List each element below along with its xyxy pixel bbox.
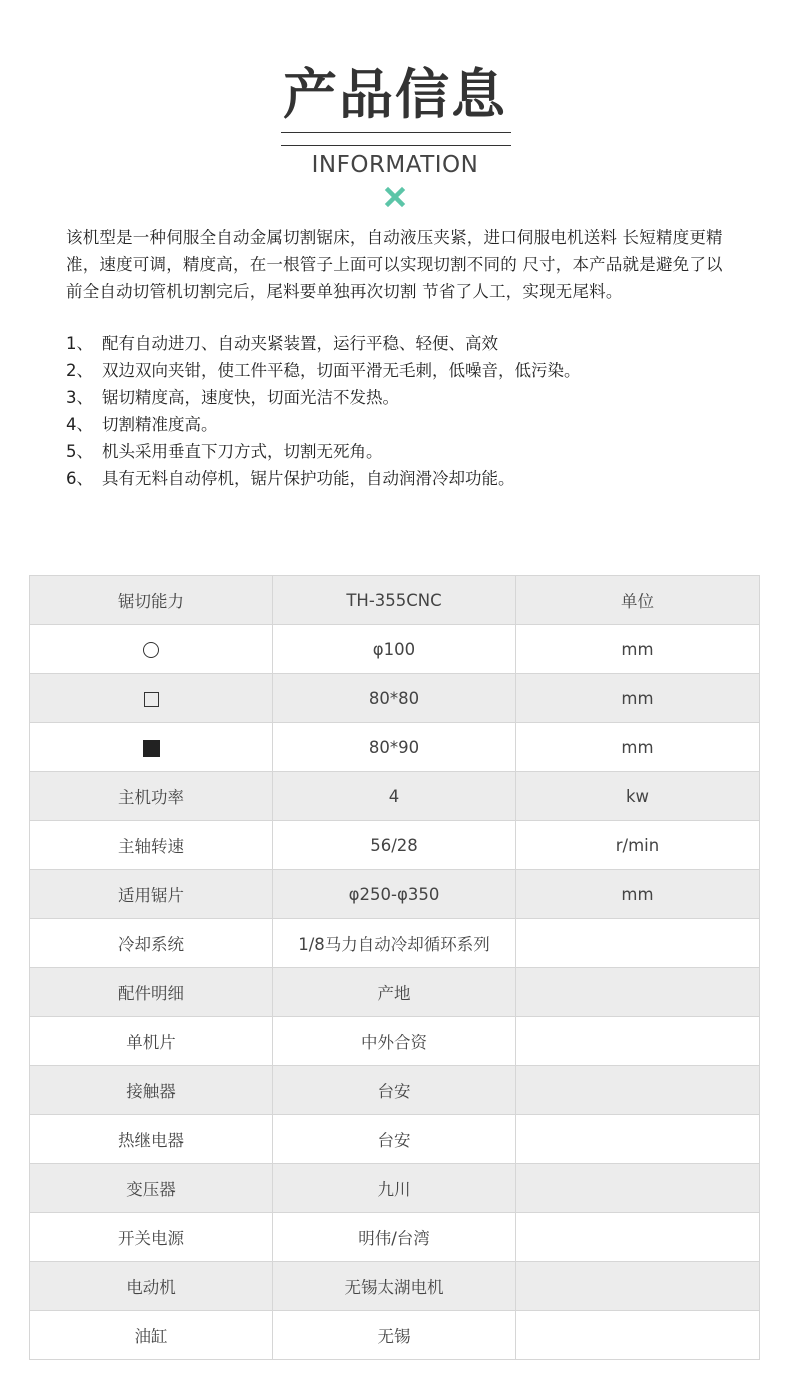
table-row bbox=[30, 1213, 760, 1262]
list-item: 6、 具有无料自动停机，锯片保护功能，自动润滑冷却功能。 bbox=[66, 469, 515, 488]
table-cell-label: 接触器 bbox=[30, 1066, 273, 1115]
table-cell-label bbox=[30, 625, 273, 674]
page-title: 产品信息 bbox=[283, 63, 507, 126]
table-row bbox=[30, 1262, 760, 1311]
table-cell-unit bbox=[516, 1115, 760, 1164]
table-cell-value: 1/8马力自动冷却循环系列 bbox=[273, 919, 516, 968]
table-cell-value: 明伟/台湾 bbox=[273, 1213, 516, 1262]
spec-table bbox=[29, 575, 760, 1360]
table-cell-label: 开关电源 bbox=[30, 1213, 273, 1262]
table-row bbox=[30, 723, 760, 772]
table-row bbox=[30, 821, 760, 870]
table-cell-unit bbox=[516, 1262, 760, 1311]
title-underline-top bbox=[281, 132, 511, 133]
table-cell-value: 80*80 bbox=[273, 674, 516, 723]
table-cell-unit: mm bbox=[516, 625, 760, 674]
title-block bbox=[0, 62, 790, 128]
table-cell-unit: mm bbox=[516, 870, 760, 919]
table-row bbox=[30, 919, 760, 968]
table-cell-label: 电动机 bbox=[30, 1262, 273, 1311]
table-cell-value: 80*90 bbox=[273, 723, 516, 772]
table-cell-unit bbox=[516, 1164, 760, 1213]
table-cell-value: 56/28 bbox=[273, 821, 516, 870]
feature-list bbox=[66, 330, 726, 492]
list-item: 4、 切割精准度高。 bbox=[66, 415, 218, 434]
table-row bbox=[30, 625, 760, 674]
table-header-cell: 单位 bbox=[516, 576, 760, 625]
table-cell-value: 台安 bbox=[273, 1066, 516, 1115]
page-subtitle: INFORMATION bbox=[311, 152, 479, 178]
table-cell-value: 九川 bbox=[273, 1164, 516, 1213]
table-cell-label bbox=[30, 674, 273, 723]
table-cell-value: 无锡太湖电机 bbox=[273, 1262, 516, 1311]
table-row bbox=[30, 674, 760, 723]
table-cell-label: 配件明细 bbox=[30, 968, 273, 1017]
table-cell-unit bbox=[516, 1066, 760, 1115]
list-item: 5、 机头采用垂直下刀方式，切割无死角。 bbox=[66, 442, 383, 461]
circle-outline-icon bbox=[143, 642, 159, 658]
list-item: 2、 双边双向夹钳，使工件平稳，切面平滑无毛刺，低噪音，低污染。 bbox=[66, 361, 581, 380]
table-cell-unit: kw bbox=[516, 772, 760, 821]
table-row bbox=[30, 968, 760, 1017]
table-cell-value: φ250-φ350 bbox=[273, 870, 516, 919]
table-cell-value: φ100 bbox=[273, 625, 516, 674]
table-cell-unit: mm bbox=[516, 723, 760, 772]
cross-icon bbox=[383, 185, 407, 209]
table-header-cell: TH-355CNC bbox=[273, 576, 516, 625]
square-filled-icon bbox=[143, 740, 160, 757]
table-cell-unit bbox=[516, 1311, 760, 1360]
table-row bbox=[30, 870, 760, 919]
product-description: 该机型是一种伺服全自动金属切割锯床，自动液压夹紧，进口伺服电机送料 长短精度更精准，速度可调，精度高，在一根管子上面可以实现切割不同的 尺寸，本产品就是避免了以前全自动切管机切割完后，尾料要单独再次切割 节省了人工，实现无尾料。 bbox=[66, 228, 723, 301]
table-cell-value: 无锡 bbox=[273, 1311, 516, 1360]
table-cell-label: 冷却系统 bbox=[30, 919, 273, 968]
list-item: 3、 锯切精度高，速度快，切面光洁不发热。 bbox=[66, 388, 399, 407]
list-item: 1、 配有自动进刀、自动夹紧装置，运行平稳、轻便、高效 bbox=[66, 334, 498, 353]
table-cell-unit bbox=[516, 1213, 760, 1262]
table-cell-label: 油缸 bbox=[30, 1311, 273, 1360]
table-cell-label: 单机片 bbox=[30, 1017, 273, 1066]
table-cell-value: 产地 bbox=[273, 968, 516, 1017]
table-row bbox=[30, 1311, 760, 1360]
square-outline-icon bbox=[144, 692, 159, 707]
table-cell-unit bbox=[516, 1017, 760, 1066]
table-row bbox=[30, 1115, 760, 1164]
table-cell-label: 主轴转速 bbox=[30, 821, 273, 870]
table-cell-label: 主机功率 bbox=[30, 772, 273, 821]
table-cell-unit bbox=[516, 968, 760, 1017]
table-cell-value: 4 bbox=[273, 772, 516, 821]
table-cell-unit bbox=[516, 919, 760, 968]
table-cell-value: 中外合资 bbox=[273, 1017, 516, 1066]
table-cell-label: 适用锯片 bbox=[30, 870, 273, 919]
table-cell-label: 变压器 bbox=[30, 1164, 273, 1213]
table-header-row bbox=[30, 576, 760, 625]
table-row bbox=[30, 1066, 760, 1115]
table-cell-unit: r/min bbox=[516, 821, 760, 870]
table-cell-value: 台安 bbox=[273, 1115, 516, 1164]
table-cell-label: 热继电器 bbox=[30, 1115, 273, 1164]
table-row bbox=[30, 1017, 760, 1066]
table-row bbox=[30, 1164, 760, 1213]
table-cell-unit: mm bbox=[516, 674, 760, 723]
table-header-cell: 锯切能力 bbox=[30, 576, 273, 625]
title-underline-bottom bbox=[281, 145, 511, 146]
table-row bbox=[30, 772, 760, 821]
table-cell-label bbox=[30, 723, 273, 772]
